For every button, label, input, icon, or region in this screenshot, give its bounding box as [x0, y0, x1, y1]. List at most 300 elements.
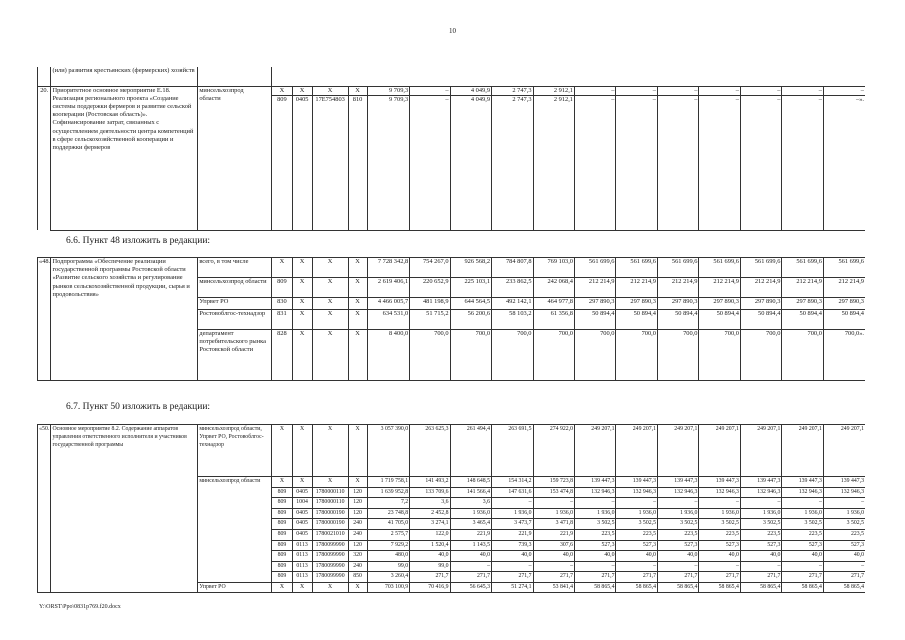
amount-cell: –: [657, 86, 698, 95]
amount-cell: 212 214,9: [657, 278, 698, 298]
code-cell: 120: [348, 540, 367, 551]
code-cell: 0405: [292, 487, 312, 498]
amount-cell: –: [410, 95, 450, 230]
amount-cell: 99,0: [410, 561, 450, 572]
amount-cell: 2 575,7: [367, 529, 410, 540]
amount-cell: 1 936,0: [823, 508, 865, 519]
code-cell: X: [292, 425, 312, 477]
amount-cell: 3 274,1: [410, 519, 450, 530]
executor: минсельхозпрод области, Упрвет РО, Ростовоблгос-технадзор: [198, 425, 272, 477]
amount-cell: 2 912,1: [533, 86, 574, 95]
amount-cell: 40,0: [492, 551, 533, 562]
amount-cell: 274 922,0: [533, 425, 574, 477]
amount-cell: 700,0: [699, 330, 740, 381]
amount-cell: 261 494,4: [450, 425, 491, 477]
amount-cell: 700,0: [410, 330, 450, 381]
table-item-48: [37, 257, 865, 381]
cell-num-empty: [38, 67, 51, 86]
amount-cell: 3 465,4: [450, 519, 491, 530]
code-cell: 0405: [292, 508, 312, 519]
amount-cell: 139 447,3: [657, 477, 698, 488]
amount-cell: 223,5: [575, 529, 616, 540]
amount-cell: –: [616, 95, 657, 230]
amount-cell: 41 705,0: [367, 519, 410, 530]
amount-cell: –: [657, 561, 698, 572]
amount-cell: 50 894,4: [616, 310, 657, 330]
amount-cell: 53 841,4: [533, 582, 574, 592]
amount-cell: 2 912,1: [533, 95, 574, 230]
code-cell: 1780000110: [312, 498, 348, 509]
amount-cell: 561 699,6: [657, 258, 698, 278]
amount-cell: 242 068,4: [533, 278, 574, 298]
amount-cell: 1 936,0: [450, 508, 491, 519]
amount-cell: 3 502,5: [740, 519, 781, 530]
executor: минсельхозпрод области: [198, 477, 272, 583]
amount-cell: 271,7: [782, 572, 823, 583]
amount-cell: 700,0».: [823, 330, 865, 381]
amount-cell: 58 103,2: [492, 310, 533, 330]
amount-cell: 271,7: [740, 572, 781, 583]
code-cell: X: [312, 477, 348, 488]
amount-cell: 23 748,8: [367, 508, 410, 519]
amount-cell: 56 645,3: [450, 582, 491, 592]
code-cell: X: [292, 298, 312, 310]
amount-cell: 527,3: [740, 540, 781, 551]
amount-cell: 40,0: [575, 551, 616, 562]
code-cell: 1780099990: [312, 572, 348, 583]
code-cell: 809: [272, 561, 292, 572]
amount-cell: 50 894,4: [782, 310, 823, 330]
amount-cell: 132 946,3: [740, 487, 781, 498]
amount-cell: –».: [823, 95, 865, 230]
code-cell: X: [312, 298, 348, 310]
amount-cell: 40,0: [410, 551, 450, 562]
amount-cell: 9 709,3: [367, 95, 410, 230]
amount-cell: 527,3: [823, 540, 865, 551]
amount-cell: 634 531,0: [367, 310, 410, 330]
amount-cell: 154 314,2: [492, 477, 533, 488]
amount-cell: 700,0: [492, 330, 533, 381]
amount-cell: 480,0: [367, 551, 410, 562]
amount-cell: –: [699, 86, 740, 95]
code-cell: X: [348, 425, 367, 477]
code-cell: 0113: [292, 572, 312, 583]
code-cell: X: [272, 425, 292, 477]
code-cell: X: [348, 278, 367, 298]
amount-cell: 700,0: [450, 330, 491, 381]
amount-cell: –: [616, 86, 657, 95]
amount-cell: –: [740, 95, 781, 230]
amount-cell: 1 936,0: [575, 508, 616, 519]
code-cell: 1780099990: [312, 561, 348, 572]
activity-name: Основное мероприятие 8.2. Содержание аппаратов управления ответственного исполнителя и участников государственной программы: [51, 425, 198, 593]
amount-cell: 139 447,3: [616, 477, 657, 488]
amount-cell: 249 207,1: [657, 425, 698, 477]
code-cell: 1780000190: [312, 508, 348, 519]
executor: минсельхозпрод области: [198, 278, 272, 298]
amount-cell: 220 652,9: [410, 278, 450, 298]
executor: области: [198, 95, 272, 230]
cont-text: (или) развития крестьянских (фермерских) хозяйств: [51, 67, 198, 86]
amount-cell: –: [740, 561, 781, 572]
code-cell: 0405: [292, 529, 312, 540]
code-cell: 809: [272, 572, 292, 583]
amount-cell: 212 214,9: [740, 278, 781, 298]
amount-cell: 527,3: [575, 540, 616, 551]
amount-cell: 50 894,4: [699, 310, 740, 330]
amount-cell: 3 502,5: [782, 519, 823, 530]
amount-cell: –: [575, 498, 616, 509]
amount-cell: –: [575, 95, 616, 230]
executor: департамент потребительского рынка Ростовской области: [198, 330, 272, 381]
amount-cell: –: [782, 561, 823, 572]
amount-cell: 249 207,1: [616, 425, 657, 477]
amount-cell: 307,6: [533, 540, 574, 551]
code-cell: 240: [348, 519, 367, 530]
amount-cell: 58 865,4: [575, 582, 616, 592]
amount-cell: 271,7: [492, 572, 533, 583]
amount-cell: 527,3: [782, 540, 823, 551]
amount-cell: 297 890,3: [616, 298, 657, 310]
amount-cell: –: [740, 498, 781, 509]
amount-cell: 40,0: [740, 551, 781, 562]
amount-cell: 263 691,5: [492, 425, 533, 477]
code-cell: 320: [348, 551, 367, 562]
subprogram-name: Подпрограмма «Обеспечение реализации государственной программы Ростовской области «Развитие сельского хозяйства и регулирование рынков сельскохозяйственной продукции, сырья и продовольствия»: [51, 258, 198, 381]
code-cell: X: [348, 258, 367, 278]
table-item-50: [37, 424, 865, 593]
amount-cell: 56 200,6: [450, 310, 491, 330]
code-cell: X: [272, 86, 292, 95]
amount-cell: 212 214,9: [823, 278, 865, 298]
cell-empty: [198, 67, 272, 86]
amount-cell: –: [450, 561, 491, 572]
code-cell: 1780000190: [312, 519, 348, 530]
amount-cell: –: [699, 561, 740, 572]
code-cell: 0405: [292, 95, 312, 230]
amount-cell: 4 466 005,7: [367, 298, 410, 310]
code-cell: 809: [272, 519, 292, 530]
amount-cell: 700,0: [533, 330, 574, 381]
amount-cell: 223,5: [657, 529, 698, 540]
amount-cell: 297 890,3: [575, 298, 616, 310]
amount-cell: 1 936,0: [740, 508, 781, 519]
amount-cell: 139 447,3: [740, 477, 781, 488]
amount-cell: 3 502,5: [823, 519, 865, 530]
amount-cell: 7 728 342,8: [367, 258, 410, 278]
code-cell: 120: [348, 498, 367, 509]
amount-cell: 464 977,8: [533, 298, 574, 310]
amount-cell: 40,0: [616, 551, 657, 562]
amount-cell: 700,0: [740, 330, 781, 381]
amount-cell: 147 631,6: [492, 487, 533, 498]
amount-cell: 7 929,2: [367, 540, 410, 551]
amount-cell: 221,9: [450, 529, 491, 540]
amount-cell: 297 890,3: [657, 298, 698, 310]
section-heading-6-7: 6.7. Пункт 50 изложить в редакции:: [66, 402, 211, 412]
amount-cell: –: [616, 561, 657, 572]
code-cell: 0113: [292, 540, 312, 551]
amount-cell: 3,6: [410, 498, 450, 509]
code-cell: X: [292, 477, 312, 488]
amount-cell: 212 214,9: [575, 278, 616, 298]
amount-cell: 1 639 952,8: [367, 487, 410, 498]
amount-cell: –: [492, 561, 533, 572]
code-cell: X: [292, 258, 312, 278]
code-cell: 0113: [292, 561, 312, 572]
amount-cell: 271,7: [823, 572, 865, 583]
amount-cell: 7,2: [367, 498, 410, 509]
amount-cell: 1 936,0: [492, 508, 533, 519]
code-cell: X: [292, 278, 312, 298]
code-cell: 831: [272, 310, 292, 330]
amount-cell: 40,0: [450, 551, 491, 562]
code-cell: 809: [272, 95, 292, 230]
amount-cell: 132 946,3: [616, 487, 657, 498]
amount-cell: 132 946,3: [699, 487, 740, 498]
amount-cell: 527,3: [657, 540, 698, 551]
code-cell: 810: [348, 95, 367, 230]
amount-cell: 2 452,8: [410, 508, 450, 519]
amount-cell: 739,3: [492, 540, 533, 551]
amount-cell: 40,0: [699, 551, 740, 562]
amount-cell: 40,0: [657, 551, 698, 562]
amount-cell: 139 447,3: [823, 477, 865, 488]
amount-cell: 249 207,1: [575, 425, 616, 477]
amount-cell: –: [823, 561, 865, 572]
table-row: [38, 86, 866, 95]
amount-cell: 133 709,6: [410, 487, 450, 498]
amount-cell: 148 648,5: [450, 477, 491, 488]
amount-cell: 132 946,3: [823, 487, 865, 498]
amount-cell: 40,0: [533, 551, 574, 562]
amount-cell: 754 267,0: [410, 258, 450, 278]
amount-cell: –: [616, 498, 657, 509]
amount-cell: 4 049,9: [450, 95, 491, 230]
amount-cell: 271,7: [575, 572, 616, 583]
code-cell: X: [312, 86, 348, 95]
amount-cell: –: [823, 86, 865, 95]
amount-cell: –: [782, 498, 823, 509]
amount-cell: 212 214,9: [699, 278, 740, 298]
code-cell: 830: [272, 298, 292, 310]
amount-cell: 50 894,4: [575, 310, 616, 330]
amount-cell: 527,3: [699, 540, 740, 551]
amount-cell: 40,0: [823, 551, 865, 562]
amount-cell: –: [533, 498, 574, 509]
code-cell: X: [312, 278, 348, 298]
amount-cell: 51 274,1: [492, 582, 533, 592]
amount-cell: –: [657, 95, 698, 230]
amount-cell: 3 502,5: [575, 519, 616, 530]
amount-cell: 784 807,8: [492, 258, 533, 278]
code-cell: 0405: [292, 519, 312, 530]
amount-cell: 1 936,0: [616, 508, 657, 519]
code-cell: X: [292, 310, 312, 330]
amount-cell: 221,9: [533, 529, 574, 540]
amount-cell: –: [823, 498, 865, 509]
amount-cell: 703 100,9: [367, 582, 410, 592]
amount-cell: 561 699,6: [782, 258, 823, 278]
code-cell: 828: [272, 330, 292, 381]
amount-cell: 263 625,3: [410, 425, 450, 477]
amount-cell: 223,5: [740, 529, 781, 540]
amount-cell: 271,7: [410, 572, 450, 583]
amount-cell: 700,0: [616, 330, 657, 381]
amount-cell: 233 862,5: [492, 278, 533, 298]
amount-cell: 2 619 406,1: [367, 278, 410, 298]
amount-cell: –: [533, 561, 574, 572]
code-cell: 809: [272, 529, 292, 540]
executor: Ростовоблгос-технадзор: [198, 310, 272, 330]
amount-cell: 1 520,4: [410, 540, 450, 551]
amount-cell: 271,7: [657, 572, 698, 583]
amount-cell: 1 936,0: [699, 508, 740, 519]
code-cell: 809: [272, 498, 292, 509]
code-cell: X: [272, 477, 292, 488]
code-cell: X: [272, 582, 292, 592]
amount-cell: 3 260,4: [367, 572, 410, 583]
code-cell: X: [312, 310, 348, 330]
amount-cell: 3 473,7: [492, 519, 533, 530]
amount-cell: 223,5: [823, 529, 865, 540]
amount-cell: 51 715,2: [410, 310, 450, 330]
cell-empty: [272, 67, 865, 86]
amount-cell: 159 723,8: [533, 477, 574, 488]
amount-cell: 297 890,3: [782, 298, 823, 310]
code-cell: 1004: [292, 498, 312, 509]
amount-cell: 58 865,4: [616, 582, 657, 592]
amount-cell: 249 207,1: [782, 425, 823, 477]
amount-cell: 249 207,1: [740, 425, 781, 477]
amount-cell: –: [575, 86, 616, 95]
amount-cell: 249 207,1: [823, 425, 865, 477]
amount-cell: 527,3: [616, 540, 657, 551]
amount-cell: 3 502,5: [616, 519, 657, 530]
amount-cell: 141 566,4: [450, 487, 491, 498]
code-cell: 809: [272, 551, 292, 562]
code-cell: X: [348, 86, 367, 95]
amount-cell: 769 103,0: [533, 258, 574, 278]
row-number: «48.: [38, 258, 51, 381]
amount-cell: 297 890,3: [823, 298, 865, 310]
code-cell: 850: [348, 572, 367, 583]
amount-cell: 3,6: [450, 498, 491, 509]
amount-cell: 225 103,1: [450, 278, 491, 298]
amount-cell: 297 890,3: [740, 298, 781, 310]
amount-cell: 61 356,8: [533, 310, 574, 330]
code-cell: 809: [272, 278, 292, 298]
amount-cell: 249 207,1: [699, 425, 740, 477]
amount-cell: 2 747,3: [492, 95, 533, 230]
amount-cell: 561 699,6: [699, 258, 740, 278]
code-cell: 0113: [292, 551, 312, 562]
amount-cell: 271,7: [699, 572, 740, 583]
amount-cell: 492 142,1: [492, 298, 533, 310]
amount-cell: 481 198,9: [410, 298, 450, 310]
amount-cell: 561 699,6: [616, 258, 657, 278]
code-cell: 809: [272, 508, 292, 519]
amount-cell: 561 699,6: [823, 258, 865, 278]
code-cell: X: [312, 582, 348, 592]
row-number: 20.: [38, 86, 51, 230]
amount-cell: 221,9: [492, 529, 533, 540]
amount-cell: 1 719 758,1: [367, 477, 410, 488]
amount-cell: 58 865,4: [740, 582, 781, 592]
code-cell: 120: [348, 487, 367, 498]
amount-cell: –: [657, 498, 698, 509]
amount-cell: 700,0: [782, 330, 823, 381]
amount-cell: 8 400,0: [367, 330, 410, 381]
amount-cell: –: [699, 498, 740, 509]
code-cell: 240: [348, 529, 367, 540]
code-cell: X: [348, 330, 367, 381]
amount-cell: 2 747,3: [492, 86, 533, 95]
code-cell: 809: [272, 487, 292, 498]
amount-cell: 3 471,8: [533, 519, 574, 530]
row-number: «50.: [38, 425, 51, 593]
amount-cell: –: [782, 86, 823, 95]
table-row: [38, 258, 866, 278]
amount-cell: 1 936,0: [533, 508, 574, 519]
code-cell: 1780021010: [312, 529, 348, 540]
document-path: Y:\ORST\Ppo\0831p769.f20.docx: [39, 604, 121, 610]
amount-cell: 50 894,4: [657, 310, 698, 330]
amount-cell: 99,0: [367, 561, 410, 572]
executor: минсельхозпрод: [198, 86, 272, 95]
amount-cell: 561 699,6: [575, 258, 616, 278]
amount-cell: 926 568,2: [450, 258, 491, 278]
amount-cell: 58 865,4: [823, 582, 865, 592]
amount-cell: 1 936,0: [782, 508, 823, 519]
amount-cell: 50 894,4: [823, 310, 865, 330]
table-row: [38, 425, 866, 477]
code-cell: X: [292, 582, 312, 592]
amount-cell: 271,7: [616, 572, 657, 583]
amount-cell: 141 493,2: [410, 477, 450, 488]
amount-cell: 271,7: [533, 572, 574, 583]
amount-cell: 4 049,9: [450, 86, 491, 95]
table-continuation-item-20: [37, 67, 865, 231]
executor: Упрвет РО: [198, 582, 272, 592]
amount-cell: 561 699,6: [740, 258, 781, 278]
amount-cell: 40,0: [782, 551, 823, 562]
amount-cell: 212 214,9: [616, 278, 657, 298]
amount-cell: 58 865,4: [782, 582, 823, 592]
amount-cell: 132 946,3: [782, 487, 823, 498]
amount-cell: –: [782, 95, 823, 230]
amount-cell: 700,0: [657, 330, 698, 381]
amount-cell: 139 447,3: [575, 477, 616, 488]
code-cell: X: [348, 477, 367, 488]
amount-cell: 9 709,3: [367, 86, 410, 95]
code-cell: X: [292, 86, 312, 95]
amount-cell: 139 447,3: [782, 477, 823, 488]
amount-cell: 644 564,5: [450, 298, 491, 310]
code-cell: X: [348, 582, 367, 592]
amount-cell: –: [575, 561, 616, 572]
amount-cell: 58 865,4: [657, 582, 698, 592]
amount-cell: 1 143,5: [450, 540, 491, 551]
page-number: 10: [449, 27, 456, 35]
amount-cell: 223,5: [616, 529, 657, 540]
executor: всего, в том числе: [198, 258, 272, 278]
amount-cell: 58 865,4: [699, 582, 740, 592]
amount-cell: 223,5: [699, 529, 740, 540]
activity-name: Приоритетное основное мероприятие Е.18. Реализация регионального проекта «Создание системы поддержки фермеров и развитие сельской кооперации (Ростовская область)». Софинансирование затрат, связанных с осуществлением деятельности центра компетенций в сфере сельскохозяйственной кооперации и поддержки фермеров: [51, 86, 198, 230]
amount-cell: 153 474,8: [533, 487, 574, 498]
amount-cell: 132 946,3: [657, 487, 698, 498]
